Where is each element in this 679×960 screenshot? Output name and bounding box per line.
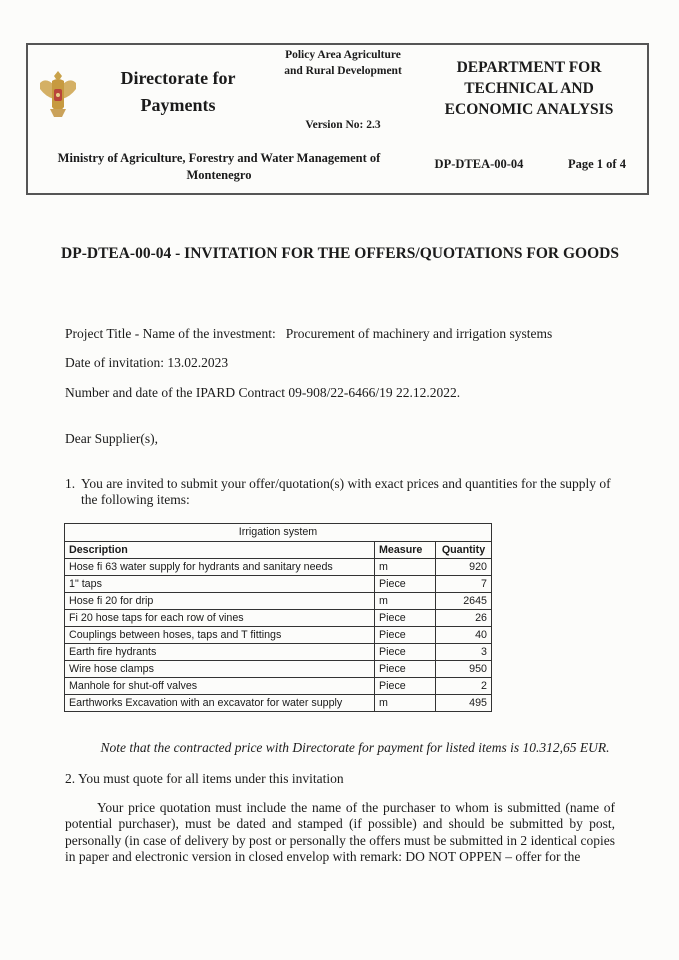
cell-description: Earthworks Excavation with an excavator for water supply <box>65 695 375 712</box>
cell-measure: m <box>375 695 436 712</box>
table-row <box>65 593 492 610</box>
table-header-row <box>65 542 492 559</box>
cell-quantity: 2645 <box>436 593 492 610</box>
cell-description: Couplings between hoses, taps and T fittings <box>65 627 375 644</box>
cell-measure: m <box>375 593 436 610</box>
cell-description: Wire hose clamps <box>65 661 375 678</box>
list-item-2: 2. You must quote for all items under this invitation <box>65 771 344 786</box>
cell-quantity: 495 <box>436 695 492 712</box>
contract-line: Number and date of the IPARD Contract 09-908/22-6466/19 22.12.2022. <box>65 385 461 400</box>
cell-measure: m <box>375 559 436 576</box>
project-label: Project Title - Name of the investment: <box>65 326 276 341</box>
items-table-caption: Irrigation system <box>64 523 492 541</box>
cell-measure: Piece <box>375 661 436 678</box>
directorate-title: Directorate for Payments <box>120 68 236 115</box>
page-number-text: Page 1 of 4 <box>568 157 626 171</box>
list-item-1 <box>65 476 620 508</box>
table-row <box>65 644 492 661</box>
list-item-1-number: 1. <box>65 476 76 491</box>
cell-description: Hose fi 63 water supply for hydrants and sanitary needs <box>65 559 375 576</box>
table-row <box>65 627 492 644</box>
page-number-cell <box>547 146 647 193</box>
coat-of-arms-icon <box>36 67 80 121</box>
doc-code-cell <box>411 146 547 193</box>
invitation-date: Date of invitation: 13.02.2023 <box>65 355 229 370</box>
directorate-cell <box>28 45 275 146</box>
cell-description: Manhole for shut-off valves <box>65 678 375 695</box>
project-value: Procurement of machinery and irrigation systems <box>285 326 553 341</box>
version-cell <box>275 109 411 146</box>
list-item-1-text: You are invited to submit your offer/quotation(s) with exact prices and quantities for the supply of the following items: <box>81 476 611 507</box>
document-header <box>26 43 649 195</box>
salutation: Dear Supplier(s), <box>65 431 158 446</box>
version-text: Version No: 2.3 <box>305 119 381 131</box>
policy-area-cell <box>275 45 411 109</box>
table-row <box>65 610 492 627</box>
policy-area-text: Policy Area Agriculture and Rural Development <box>284 49 402 77</box>
table-row <box>65 695 492 712</box>
cell-quantity: 3 <box>436 644 492 661</box>
cell-quantity: 950 <box>436 661 492 678</box>
cell-measure: Piece <box>375 576 436 593</box>
contract-price-note: Note that the contracted price with Directorate for payment for listed items is 10.312,65 EUR. <box>100 740 610 755</box>
cell-measure: Piece <box>375 627 436 644</box>
project-line <box>65 326 552 342</box>
department-cell <box>411 45 647 146</box>
cell-quantity: 2 <box>436 678 492 695</box>
items-table <box>64 523 492 712</box>
header-quantity: Quantity <box>436 542 492 559</box>
cell-measure: Piece <box>375 610 436 627</box>
cell-quantity: 40 <box>436 627 492 644</box>
table-row <box>65 678 492 695</box>
cell-quantity: 920 <box>436 559 492 576</box>
table-row <box>65 576 492 593</box>
doc-code-text: DP-DTEA-00-04 <box>434 157 524 171</box>
cell-quantity: 26 <box>436 610 492 627</box>
cell-quantity: 7 <box>436 576 492 593</box>
table-row <box>65 661 492 678</box>
quotation-paragraph: Your price quotation must include the name of the purchaser to whom is submitted (name of potential purchaser), must be dated and stamped (if possible) and should be submitted by post, personally (in case of delivery by post or personally the offers must be submitted in 2 identical copies in paper and electronic version in closed envelop with remark: DO NOT OPPEN – offer for the <box>65 800 615 864</box>
document-title: DP-DTEA-00-04 - INVITATION FOR THE OFFERS/QUOTATIONS FOR GOODS <box>61 245 619 262</box>
cell-description: Hose fi 20 for drip <box>65 593 375 610</box>
ministry-cell <box>28 146 411 193</box>
cell-measure: Piece <box>375 644 436 661</box>
department-text: DEPARTMENT FOR TECHNICAL AND ECONOMIC ANALYSIS <box>444 59 614 118</box>
cell-description: Earth fire hydrants <box>65 644 375 661</box>
header-measure: Measure <box>375 542 436 559</box>
ministry-text: Ministry of Agriculture, Forestry and Water Management of Montenegro <box>57 151 381 182</box>
cell-description: 1" taps <box>65 576 375 593</box>
cell-description: Fi 20 hose taps for each row of vines <box>65 610 375 627</box>
cell-measure: Piece <box>375 678 436 695</box>
table-row <box>65 559 492 576</box>
header-description: Description <box>65 542 375 559</box>
